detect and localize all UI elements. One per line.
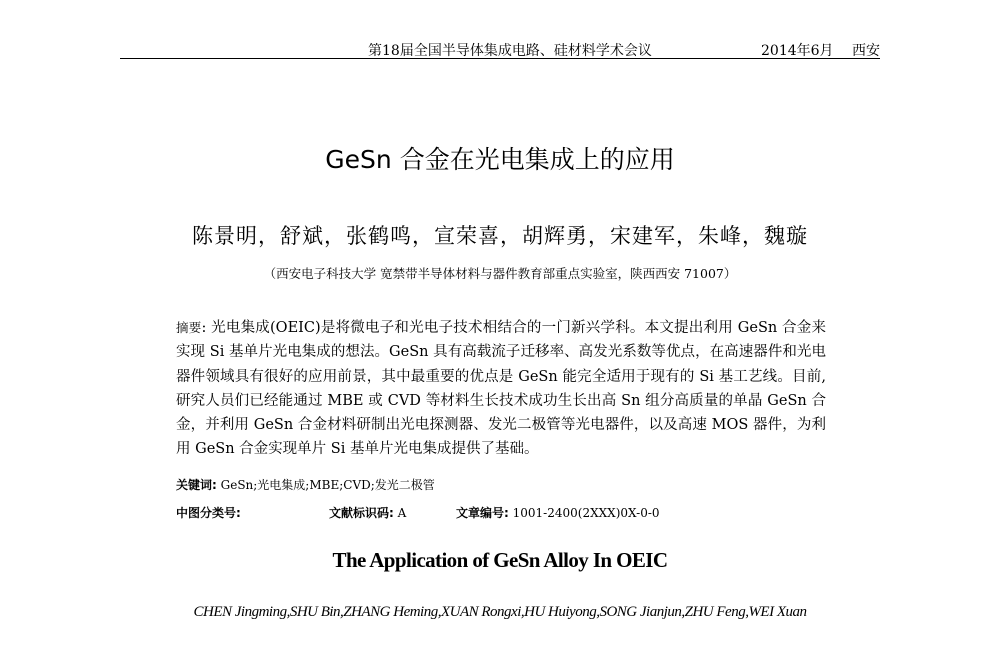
doc-code-label: 文献标识码: — [329, 506, 394, 520]
doc-code-value: A — [393, 506, 407, 520]
keywords-cn — [176, 476, 826, 493]
article-no-label: 文章编号: — [456, 506, 509, 520]
keywords-text: GeSn;光电集成;MBE;CVD;发光二极管 — [216, 478, 435, 492]
clc-label: 中图分类号: — [176, 506, 241, 520]
header-date-place: 2014年6月 西安 — [761, 43, 880, 59]
authors-en: CHEN Jingming,SHU Bin,ZHANG Heming,XUAN Rongxi,HU Huiyong,SONG Jianjun,ZHU Feng,WEI Xuan — [193, 604, 807, 620]
classification-row — [176, 504, 826, 522]
paper-title-cn: GeSn 合金在光电集成上的应用 — [325, 145, 675, 174]
affiliation-cn: （西安电子科技大学 宽禁带半导体材料与器件教育部重点实验室，陕西西安 71007） — [263, 266, 737, 281]
running-header — [120, 38, 880, 59]
keywords-label: 关键词: — [176, 478, 217, 492]
abstract-label: 摘要 — [176, 320, 202, 335]
header-conference: 第18届全国半导体集成电路、硅材料学术会议 — [368, 43, 652, 59]
abstract-text: : 光电集成(OEIC)是将微电子和光电子技术相结合的一门新兴学科。本文提出利用 GeSn 合金来实现 Si 基单片光电集成的想法。GeSn 具有高载流子迁移率、高发光系数等优点，在高速器件和光电器件领域具有很好的应用前景，其中最重要的优点是 GeSn 能完全适用于现有的 Si 基工艺线。目前,研究人员们已经能通过 MBE 或 CVD 等材料生长技术成功生长出高 Sn 组分高质量的单晶 GeSn 合金，并利用 GeSn 合金材料研制出光电探测器、发光二极管等光电器件，以及高速 MOS 器件，为利用 GeSn 合金实现单片 Si 基单片光电集成提供了基础。 — [176, 320, 826, 458]
article-no-field — [456, 504, 660, 521]
paper-title-en: The Application of GeSn Alloy In OEIC — [332, 548, 668, 572]
authors-cn: 陈景明，舒斌，张鹤鸣，宣荣喜，胡辉勇，宋建军，朱峰，魏璇 — [192, 224, 808, 248]
article-no-value: 1001-2400(2XXX)0X-0-0 — [508, 506, 660, 520]
clc-field — [176, 504, 241, 521]
abstract-cn — [176, 316, 826, 462]
doc-code-field — [329, 504, 406, 521]
